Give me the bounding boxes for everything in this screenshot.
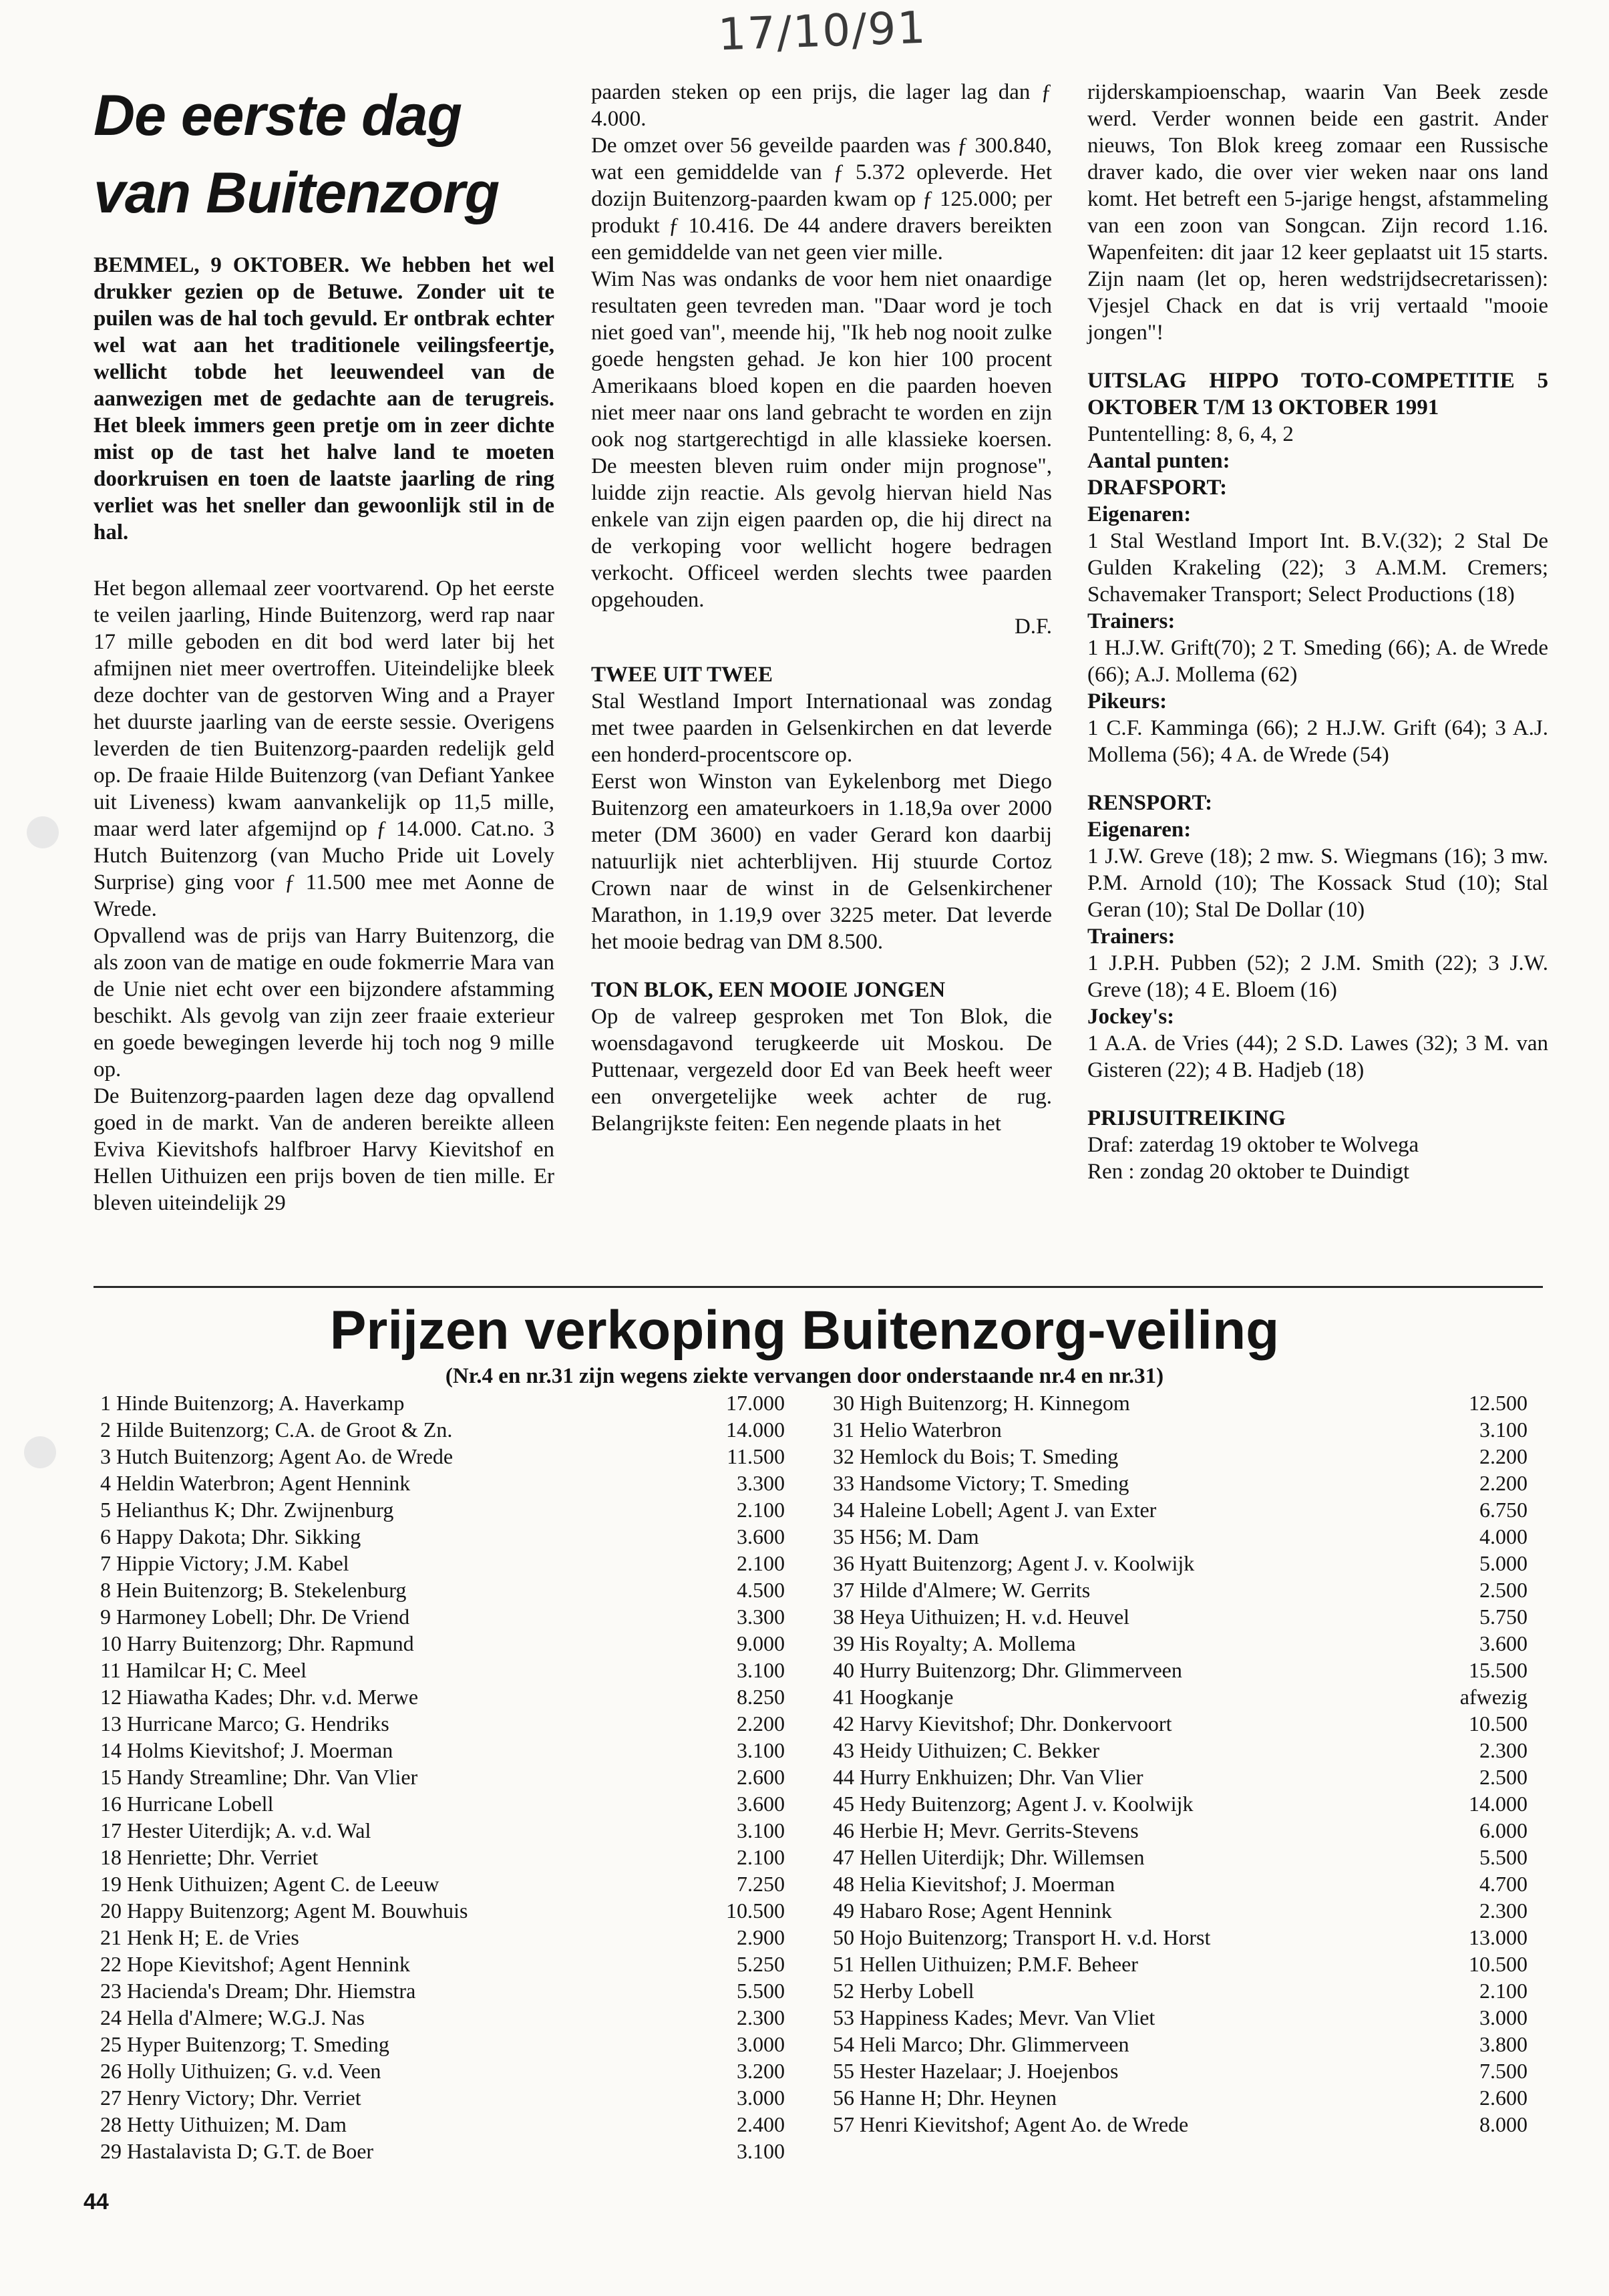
horse-entry: 38 Heya Uithuizen; H. v.d. Heuvel bbox=[833, 1605, 1130, 1629]
subheading: DRAFSPORT: bbox=[1087, 476, 1228, 500]
section-heading: PRIJSUITREIKING bbox=[1087, 1106, 1286, 1130]
sale-price: 2.300 bbox=[1479, 1738, 1528, 1762]
standings-text: 1 H.J.W. Grift(70); 2 T. Smeding (66); A. de Wrede (66); A.J. Mollema (62) bbox=[1087, 636, 1548, 687]
sale-price: 5.500 bbox=[1479, 1845, 1528, 1869]
sale-price: 14.000 bbox=[726, 1418, 785, 1442]
sale-price: 10.500 bbox=[726, 1899, 785, 1923]
list-item bbox=[833, 1790, 1528, 1817]
article-column-3 bbox=[1087, 79, 1548, 1185]
horse-entry: 19 Henk Uithuizen; Agent C. de Leeuw bbox=[100, 1872, 439, 1896]
horse-entry: 51 Hellen Uithuizen; P.M.F. Beheer bbox=[833, 1952, 1138, 1976]
list-item bbox=[100, 2111, 785, 2138]
horse-entry: 28 Hetty Uithuizen; M. Dam bbox=[100, 2112, 347, 2136]
horse-entry: 31 Helio Waterbron bbox=[833, 1418, 1002, 1442]
standings-text: 1 A.A. de Vries (44); 2 S.D. Lawes (32); 3 M. van Gisteren (22); 4 B. Hadjeb (18) bbox=[1087, 1031, 1548, 1082]
subheading: Jockey's: bbox=[1087, 1005, 1175, 1029]
horse-entry: 17 Hester Uiterdijk; A. v.d. Wal bbox=[100, 1818, 371, 1842]
article-paragraph: Wim Nas was ondanks de voor hem niet onaardige resultaten geen tevreden man. "Daar word je toch niet goed van", meende hij, "Ik heb nog nooit zulke goede hengsten gehad. Je kon hier 100 procent Amerikaans bloed kopen en die paarden hoeven niet meer naar ons land gebracht te worden en zijn ook nog startgerechtigd in alle klassieke koersen. De meesten bleven ruim onder mijn prognose", luidde zijn reactie. Als gevolg hiervan hield Nas enkele van zijn eigen paarden op, die hij direct na de verkoping voor wellicht hogere bedragen verkocht. Officeel werden slechts twee paarden opgehouden. bbox=[591, 267, 1052, 612]
article-paragraph: Opvallend was de prijs van Harry Buitenzorg, die als zoon van de matige en oude fokmerrie Mara van de Unie niet echt over een bijzondere afstamming beschikt. Als gevolg van zijn zeer fraaie exterieur en goede bewegingen leverde hij toch nog 9 mille op. bbox=[94, 924, 554, 1082]
list-item bbox=[100, 1870, 785, 1897]
horse-entry: 2 Hilde Buitenzorg; C.A. de Groot & Zn. bbox=[100, 1418, 453, 1442]
sale-price: 2.600 bbox=[1479, 2086, 1528, 2110]
sale-price: 3.300 bbox=[737, 1605, 785, 1629]
article-paragraph: Stal Westland Import Internationaal was zondag met twee paarden in Gelsenkirchen en dat leverde een honderd-procentscore op. bbox=[591, 689, 1052, 767]
results-title: Prijzen verkoping Buitenzorg-veiling bbox=[329, 1300, 1280, 1361]
list-item bbox=[100, 1577, 785, 1603]
subheading: Pikeurs: bbox=[1087, 689, 1168, 713]
sale-price: 7.500 bbox=[1479, 2059, 1528, 2083]
horse-entry: 22 Hope Kievitshof; Agent Hennink bbox=[100, 1952, 410, 1976]
list-item bbox=[833, 1924, 1528, 1951]
sale-price: 3.100 bbox=[737, 1818, 785, 1842]
results-note: (Nr.4 en nr.31 zijn wegens ziekte vervangen door onderstaande nr.4 en nr.31) bbox=[445, 1364, 1164, 1388]
article-paragraph: Eerst won Winston van Eykelenborg met Diego Buitenzorg een amateurkoers in 1.18,9a over 2000 meter (DM 3600) en vader Gerard kon daarbij natuurlijk niet achterblijven. Hij stuurde Cortoz Crown naar de winst in de Gelsenkirchener Marathon, in 1.19,9 over 3225 meter. Dat leverde het mooie bedrag van DM 8.500. bbox=[591, 770, 1052, 954]
sale-price: 14.000 bbox=[1469, 1792, 1528, 1816]
subheading: Eigenaren: bbox=[1087, 502, 1192, 526]
subheading: Trainers: bbox=[1087, 609, 1176, 633]
horse-entry: 18 Henriette; Dhr. Verriet bbox=[100, 1845, 319, 1869]
horse-entry: 45 Hedy Buitenzorg; Agent J. v. Koolwijk bbox=[833, 1792, 1194, 1816]
list-item bbox=[833, 1897, 1528, 1924]
punch-hole bbox=[24, 1436, 56, 1468]
sale-price: 3.000 bbox=[1479, 2005, 1528, 2029]
list-item bbox=[833, 1470, 1528, 1496]
results-list-right bbox=[833, 1389, 1528, 2138]
sale-price: 17.000 bbox=[726, 1391, 785, 1415]
list-item bbox=[100, 2084, 785, 2111]
article-column-1 bbox=[94, 77, 554, 1216]
list-item bbox=[833, 1737, 1528, 1764]
list-item bbox=[833, 1630, 1528, 1657]
article-column-2 bbox=[591, 79, 1052, 1137]
sale-price: 2.300 bbox=[737, 2005, 785, 2029]
headline-line: van Buitenzorg bbox=[94, 161, 500, 225]
sale-price: 5.750 bbox=[1479, 1605, 1528, 1629]
horse-entry: 42 Harvy Kievitshof; Dhr. Donkervoort bbox=[833, 1711, 1172, 1736]
list-item bbox=[100, 1630, 785, 1657]
section-heading: RENSPORT: bbox=[1087, 791, 1213, 815]
horse-entry: 41 Hoogkanje bbox=[833, 1685, 954, 1709]
headline-line: De eerste dag bbox=[94, 84, 462, 148]
horse-entry: 6 Happy Dakota; Dhr. Sikking bbox=[100, 1524, 361, 1548]
horse-entry: 24 Hella d'Almere; W.G.J. Nas bbox=[100, 2005, 365, 2029]
list-item bbox=[833, 1710, 1528, 1737]
list-item bbox=[833, 1764, 1528, 1790]
standings-text: 1 Stal Westland Import Int. B.V.(32); 2 Stal De Gulden Krakeling (22); 3 A.M.M. Cremers; Schavemaker Transport; Select Productions (18) bbox=[1087, 529, 1548, 607]
horse-entry: 55 Hester Hazelaar; J. Hoejenbos bbox=[833, 2059, 1119, 2083]
horse-entry: 11 Hamilcar H; C. Meel bbox=[100, 1658, 307, 1682]
horse-entry: 8 Hein Buitenzorg; B. Stekelenburg bbox=[100, 1578, 407, 1602]
sale-price: 8.000 bbox=[1479, 2112, 1528, 2136]
sale-price: 6.000 bbox=[1479, 1818, 1528, 1842]
horse-entry: 39 His Royalty; A. Mollema bbox=[833, 1631, 1076, 1655]
horse-entry: 25 Hyper Buitenzorg; T. Smeding bbox=[100, 2032, 389, 2056]
sale-price: 2.400 bbox=[737, 2112, 785, 2136]
list-item bbox=[100, 1657, 785, 1683]
horse-entry: 52 Herby Lobell bbox=[833, 1979, 974, 2003]
list-item bbox=[100, 1443, 785, 1470]
author-initials: D.F. bbox=[1014, 615, 1052, 639]
horse-entry: 21 Henk H; E. de Vries bbox=[100, 1925, 299, 1949]
sale-price: 5.000 bbox=[1479, 1551, 1528, 1575]
sale-price: 3.800 bbox=[1479, 2032, 1528, 2056]
subheading: Aantal punten: bbox=[1087, 449, 1230, 473]
horse-entry: 5 Helianthus K; Dhr. Zwijnenburg bbox=[100, 1498, 394, 1522]
horse-entry: 43 Heidy Uithuizen; C. Bekker bbox=[833, 1738, 1100, 1762]
horse-entry: 47 Hellen Uiterdijk; Dhr. Willemsen bbox=[833, 1845, 1145, 1869]
standings-text: 1 C.F. Kamminga (66); 2 H.J.W. Grift (64); 3 A.J. Mollema (56); 4 A. de Wrede (54) bbox=[1087, 716, 1548, 767]
list-item bbox=[100, 2138, 785, 2164]
sale-price: 3.000 bbox=[737, 2086, 785, 2110]
list-item bbox=[833, 1550, 1528, 1577]
sale-price: 8.250 bbox=[737, 1685, 785, 1709]
sale-price: 2.100 bbox=[737, 1845, 785, 1869]
sale-price: 3.600 bbox=[737, 1792, 785, 1816]
horse-entry: 54 Heli Marco; Dhr. Glimmerveen bbox=[833, 2032, 1129, 2056]
horse-entry: 40 Hurry Buitenzorg; Dhr. Glimmerveen bbox=[833, 1658, 1182, 1682]
list-item bbox=[833, 1683, 1528, 1710]
list-item bbox=[833, 1977, 1528, 2004]
sale-price: 2.100 bbox=[737, 1551, 785, 1575]
horse-entry: 4 Heldin Waterbron; Agent Hennink bbox=[100, 1471, 411, 1495]
sale-price: 10.500 bbox=[1469, 1952, 1528, 1976]
horse-entry: 7 Hippie Victory; J.M. Kabel bbox=[100, 1551, 349, 1575]
list-item bbox=[100, 2004, 785, 2031]
list-item bbox=[833, 1657, 1528, 1683]
list-item bbox=[833, 2004, 1528, 2031]
list-item bbox=[100, 1683, 785, 1710]
subheading: Eigenaren: bbox=[1087, 818, 1192, 842]
article-paragraph: paarden steken op een prijs, die lager lag dan ƒ 4.000. bbox=[591, 80, 1052, 131]
sale-price: 2.200 bbox=[737, 1711, 785, 1736]
subheading: Trainers: bbox=[1087, 925, 1176, 949]
article-headline bbox=[94, 77, 554, 232]
horse-entry: 20 Happy Buitenzorg; Agent M. Bouwhuis bbox=[100, 1899, 468, 1923]
list-item bbox=[100, 1897, 785, 1924]
sale-price: 2.300 bbox=[1479, 1899, 1528, 1923]
article-paragraph: Op de valreep gesproken met Ton Blok, die woensdagavond terugkeerde uit Moskou. De Puttenaar, vergezeld door Ed van Beek heeft weer een onvergetelijke week achter de rug. Belangrijkste feiten: Een negende plaats in het bbox=[591, 1005, 1052, 1136]
list-item bbox=[100, 1977, 785, 2004]
list-item bbox=[833, 2084, 1528, 2111]
sale-price: 4.500 bbox=[737, 1578, 785, 1602]
sale-price: 3.600 bbox=[737, 1524, 785, 1548]
list-item bbox=[100, 1470, 785, 1496]
horse-entry: 50 Hojo Buitenzorg; Transport H. v.d. Horst bbox=[833, 1925, 1211, 1949]
horse-entry: 36 Hyatt Buitenzorg; Agent J. v. Koolwijk bbox=[833, 1551, 1195, 1575]
horse-entry: 37 Hilde d'Almere; W. Gerrits bbox=[833, 1578, 1091, 1602]
horse-entry: 49 Habaro Rose; Agent Hennink bbox=[833, 1899, 1112, 1923]
horse-entry: 44 Hurry Enkhuizen; Dhr. Van Vlier bbox=[833, 1765, 1143, 1789]
horse-entry: 56 Hanne H; Dhr. Heynen bbox=[833, 2086, 1057, 2110]
sale-price: 13.000 bbox=[1469, 1925, 1528, 1949]
sale-price: 5.500 bbox=[737, 1979, 785, 2003]
horse-entry: 53 Happiness Kades; Mevr. Van Vliet bbox=[833, 2005, 1155, 2029]
list-item bbox=[833, 1443, 1528, 1470]
sale-price: 2.200 bbox=[1479, 1444, 1528, 1468]
article-lead: BEMMEL, 9 OKTOBER. We hebben het wel drukker gezien op de Betuwe. Zonder uit te puilen was de hal toch gevuld. Er ontbrak echter wel wat aan het traditionele veilingsfeertje, wellicht tobde het leeuwendeel van de aanwezigen met de gedachte aan de terugreis. Het bleek immers geen pretje om in zeer dichte mist op de tast het halve land te moeten doorkruisen en toen de laatste jaarling de ring verliet was het sneller dan gewoonlijk stil in de hal. bbox=[94, 253, 554, 544]
horse-entry: 12 Hiawatha Kades; Dhr. v.d. Merwe bbox=[100, 1685, 419, 1709]
article-paragraph: Het begon allemaal zeer voortvarend. Op het eerste te veilen jaarling, Hinde Buitenzorg, werd rap naar 17 mille geboden en dit bod werd later bij het afmijnen niet meer overtroffen. Uiteindelijke bleek deze dochter van de gestorven Wing and a Prayer het duurste jaarling van de eerste sessie. Overigens leverden de tien Buitenzorg-paarden redelijk geld op. De fraaie Hilde Buitenzorg (van Defiant Yankee uit Liveness) kwam aanvankelijk op 11,5 mille, maar werd later afgemijnd op ƒ 14.000. Cat.no. 3 Hutch Buitenzorg (van Mucho Pride uit Lovely Surprise) ging voor ƒ 11.500 mee met Aonne de Wrede. bbox=[94, 577, 554, 921]
horse-entry: 16 Hurricane Lobell bbox=[100, 1792, 274, 1816]
list-item bbox=[833, 1844, 1528, 1870]
section-divider bbox=[94, 1286, 1543, 1288]
award-line: Ren : zondag 20 oktober te Duindigt bbox=[1087, 1160, 1410, 1184]
list-item bbox=[100, 1389, 785, 1416]
horse-entry: 15 Handy Streamline; Dhr. Van Vlier bbox=[100, 1765, 418, 1789]
sale-price: 3.200 bbox=[737, 2059, 785, 2083]
article-paragraph: De omzet over 56 geveilde paarden was ƒ 300.840, wat een gemiddelde van ƒ 5.372 opleverde. Het dozijn Buitenzorg-paarden kwam op ƒ 125.000; per produkt ƒ 10.416. De 44 andere dravers bereikten een gemiddelde van net geen vier mille. bbox=[591, 134, 1052, 265]
horse-entry: 46 Herbie H; Mevr. Gerrits-Stevens bbox=[833, 1818, 1139, 1842]
sale-price: 3.300 bbox=[737, 1471, 785, 1495]
list-item bbox=[833, 1496, 1528, 1523]
standings-text: 1 J.P.H. Pubben (52); 2 J.M. Smith (22); 3 J.W. Greve (18); 4 E. Bloem (16) bbox=[1087, 951, 1548, 1002]
sale-price: 2.900 bbox=[737, 1925, 785, 1949]
horse-entry: 57 Henri Kievitshof; Agent Ao. de Wrede bbox=[833, 2112, 1189, 2136]
sale-price: 2.500 bbox=[1479, 1578, 1528, 1602]
sale-price: 3.100 bbox=[737, 1658, 785, 1682]
sale-price: 12.500 bbox=[1469, 1391, 1528, 1415]
horse-entry: 32 Hemlock du Bois; T. Smeding bbox=[833, 1444, 1119, 1468]
sale-price: afwezig bbox=[1459, 1685, 1528, 1709]
article-paragraph: De Buitenzorg-paarden lagen deze dag opvallend goed in de markt. Van de anderen bereikte alleen Eviva Kievitshofs halfbroer Harvy Kievitshof en Hellen Uithuizen een prijs boven de tien mille. Er bleven uiteindelijk 29 bbox=[94, 1084, 554, 1215]
list-item bbox=[100, 1603, 785, 1630]
handwritten-date: 17/10/91 bbox=[717, 1, 928, 61]
horse-entry: 27 Henry Victory; Dhr. Verriet bbox=[100, 2086, 361, 2110]
horse-entry: 3 Hutch Buitenzorg; Agent Ao. de Wrede bbox=[100, 1444, 454, 1468]
sale-price: 4.700 bbox=[1479, 1872, 1528, 1896]
list-item bbox=[833, 2058, 1528, 2084]
standings-text: 1 J.W. Greve (18); 2 mw. S. Wiegmans (16); 3 mw. P.M. Arnold (10); The Kossack Stud (10); Stal Geran (10); Stal De Dollar (10) bbox=[1087, 844, 1548, 922]
list-item bbox=[833, 1389, 1528, 1416]
list-item bbox=[100, 1416, 785, 1443]
sale-price: 3.100 bbox=[737, 1738, 785, 1762]
list-item bbox=[833, 1416, 1528, 1443]
sale-price: 3.600 bbox=[1479, 1631, 1528, 1655]
sale-price: 11.500 bbox=[727, 1444, 785, 1468]
sale-price: 3.100 bbox=[737, 2139, 785, 2163]
horse-entry: 29 Hastalavista D; G.T. de Boer bbox=[100, 2139, 374, 2163]
list-item bbox=[100, 1737, 785, 1764]
list-item bbox=[833, 1951, 1528, 1977]
list-item bbox=[100, 1710, 785, 1737]
horse-entry: 10 Harry Buitenzorg; Dhr. Rapmund bbox=[100, 1631, 414, 1655]
horse-entry: 30 High Buitenzorg; H. Kinnegom bbox=[833, 1391, 1130, 1415]
article-paragraph: rijderskampioenschap, waarin Van Beek zesde werd. Verder wonnen beide een gastrit. Ander nieuws, Ton Blok kreeg zomaar een Russische draver kado, die over vier weken naar ons land komt. Het betreft een 5-jarige hengst, afstammeling van een zoon van Songcan. Zijn record 1.16. Wapenfeiten: dit jaar 12 keer geplaatst uit 15 starts. Zijn naam (let op, heren wedstrijdsecretarissen): Vjesjel Chack en dat is vrij vertaald "mooie jongen"! bbox=[1087, 80, 1548, 345]
section-heading: UITSLAG HIPPO TOTO-COMPETITIE 5 OKTOBER T/M 13 OKTOBER 1991 bbox=[1087, 369, 1548, 420]
results-list-left bbox=[100, 1389, 785, 2164]
sale-price: 15.500 bbox=[1469, 1658, 1528, 1682]
list-item bbox=[100, 1496, 785, 1523]
list-item bbox=[100, 1523, 785, 1550]
horse-entry: 9 Harmoney Lobell; Dhr. De Vriend bbox=[100, 1605, 410, 1629]
sale-price: 2.100 bbox=[1479, 1979, 1528, 2003]
sale-price: 2.100 bbox=[737, 1498, 785, 1522]
list-item bbox=[100, 2058, 785, 2084]
list-item bbox=[833, 2031, 1528, 2058]
list-item bbox=[100, 1924, 785, 1951]
list-item bbox=[100, 1790, 785, 1817]
horse-entry: 34 Haleine Lobell; Agent J. van Exter bbox=[833, 1498, 1157, 1522]
horse-entry: 14 Holms Kievitshof; J. Moerman bbox=[100, 1738, 393, 1762]
list-item bbox=[100, 1550, 785, 1577]
sale-price: 10.500 bbox=[1469, 1711, 1528, 1736]
list-item bbox=[100, 1844, 785, 1870]
list-item bbox=[833, 1577, 1528, 1603]
horse-entry: 23 Hacienda's Dream; Dhr. Hiemstra bbox=[100, 1979, 416, 2003]
sale-price: 2.600 bbox=[737, 1765, 785, 1789]
horse-entry: 26 Holly Uithuizen; G. v.d. Veen bbox=[100, 2059, 381, 2083]
horse-entry: 33 Handsome Victory; T. Smeding bbox=[833, 1471, 1129, 1495]
list-item bbox=[833, 1870, 1528, 1897]
sale-price: 5.250 bbox=[737, 1952, 785, 1976]
sale-price: 3.100 bbox=[1479, 1418, 1528, 1442]
list-item bbox=[100, 1817, 785, 1844]
punch-hole bbox=[27, 816, 59, 848]
horse-entry: 13 Hurricane Marco; G. Hendriks bbox=[100, 1711, 389, 1736]
list-item bbox=[833, 1523, 1528, 1550]
sale-price: 2.200 bbox=[1479, 1471, 1528, 1495]
section-heading: TON BLOK, EEN MOOIE JONGEN bbox=[591, 978, 946, 1002]
list-item bbox=[100, 2031, 785, 2058]
sale-price: 6.750 bbox=[1479, 1498, 1528, 1522]
list-item bbox=[833, 2111, 1528, 2138]
sale-price: 9.000 bbox=[737, 1631, 785, 1655]
scoring-line: Puntentelling: 8, 6, 4, 2 bbox=[1087, 422, 1294, 446]
section-heading: TWEE UIT TWEE bbox=[591, 663, 773, 687]
list-item bbox=[100, 1764, 785, 1790]
horse-entry: 48 Helia Kievitshof; J. Moerman bbox=[833, 1872, 1115, 1896]
award-line: Draf: zaterdag 19 oktober te Wolvega bbox=[1087, 1133, 1419, 1157]
list-item bbox=[833, 1817, 1528, 1844]
list-item bbox=[833, 1603, 1528, 1630]
horse-entry: 1 Hinde Buitenzorg; A. Haverkamp bbox=[100, 1391, 405, 1415]
sale-price: 3.000 bbox=[737, 2032, 785, 2056]
horse-entry: 35 H56; M. Dam bbox=[833, 1524, 979, 1548]
page-number: 44 bbox=[83, 2189, 109, 2215]
list-item bbox=[100, 1951, 785, 1977]
sale-price: 4.000 bbox=[1479, 1524, 1528, 1548]
sale-price: 7.250 bbox=[737, 1872, 785, 1896]
sale-price: 2.500 bbox=[1479, 1765, 1528, 1789]
